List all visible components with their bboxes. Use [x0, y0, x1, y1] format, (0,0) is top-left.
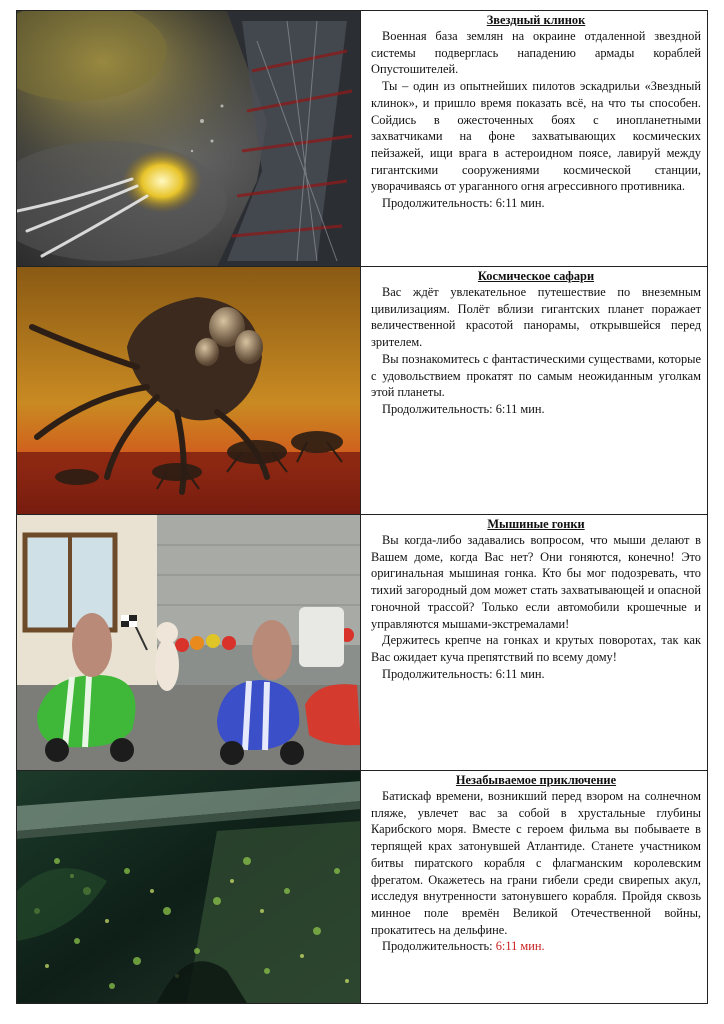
duration-value: 6:11 мин. [495, 401, 545, 416]
film-row-space-safari [17, 267, 707, 515]
film-row-unforgettable-adventure [17, 771, 707, 1003]
film-paragraph: Военная база землян на окраине отдаленной звездной системы подверглась нападению армады кораблей Опустошителей. [371, 29, 701, 77]
alien-creature-image [17, 267, 361, 514]
film-row-mouse-race [17, 515, 707, 771]
duration-value: 6:11 мин. [495, 939, 545, 954]
film-paragraph: Вы когда-либо задавались вопросом, что мыши делают в Вашем доме, когда Вас нет? Они гоняются, конечно! Это оригинальная мышиная гонка. Кто бы мог подозревать, что тихий загородный дом может стать захватывающей и опасной гоночной трассой? Только если автомобили крошечные и управляются мышами-экстремалами! [371, 533, 701, 631]
film-description-cell [363, 515, 707, 770]
film-paragraph: Вы познакомитесь с фантастическими существами, которые с удовольствием прокатят по самым неожиданным уголкам этой планеты. [371, 351, 701, 400]
duration-label: Продолжительность: [382, 939, 493, 954]
duration-label: Продолжительность: [382, 196, 493, 211]
film-title: Незабываемое приключение [455, 773, 617, 787]
mouse-race-image [17, 515, 361, 770]
duration-value: 6:11 мин. [495, 666, 545, 681]
film-image-cell [17, 267, 361, 514]
space-battle-image [17, 11, 361, 266]
film-duration [371, 401, 701, 418]
duration-label: Продолжительность: [382, 401, 493, 416]
film-duration [371, 195, 701, 212]
film-title: Мышиные гонки [487, 517, 585, 531]
film-description-cell [363, 267, 707, 514]
film-description-cell [363, 11, 707, 266]
duration-label: Продолжительность: [382, 666, 493, 681]
film-title: Звездный клинок [486, 13, 586, 27]
film-image-cell [17, 771, 361, 1003]
duration-value: 6:11 мин. [495, 196, 545, 211]
film-paragraph: Ты – один из опытнейших пилотов эскадрильи «Звездный клинок», и пришло время показать всё, на что ты способен. Сойдись в ожесточенных боях с инопланетными захватчиками на фоне захватывающих космических пейзажей, ищи врага в астероидном поясе, лавируй между гигантскими сооружениями космической станции, уворачиваясь от ураганного огня агрессивного противника. [371, 79, 701, 194]
film-image-cell [17, 515, 361, 770]
film-image-cell [17, 11, 361, 266]
film-duration [371, 938, 701, 955]
film-paragraph: Батискаф времени, возникший перед взором на солнечном пляже, увлечет вас за собой в хрустальные глубины Карибского моря. Вместе с героем фильма вы побываете в терпящей крах затонувшей Атлантиде. Станете участником битвы пиратского корабля с флагманским королевским фрегатом. Окажетесь на грани гибели среди свирепых акул, исследуя внутренности затонувшего корабля. Пройдя сквозь минное поле времён Великой Отечественной войны, прокатитесь на дельфине. [371, 789, 701, 937]
underwater-reef-image [17, 771, 361, 1003]
film-paragraph: Вас ждёт увлекательное путешествие по внеземным цивилизациям. Полёт вблизи гигантских планет поражает величественной красотой панорамы, открывшейся перед зрителем. [371, 285, 701, 350]
film-description-cell [363, 771, 707, 1003]
film-row-star-blade [17, 11, 707, 267]
film-title: Космическое сафари [477, 269, 595, 283]
films-table [16, 10, 708, 1004]
film-paragraph: Держитесь крепче на гонках и крутых поворотах, так как Вас ожидает куча препятствий по всему дому! [371, 633, 701, 664]
film-duration [371, 666, 701, 683]
